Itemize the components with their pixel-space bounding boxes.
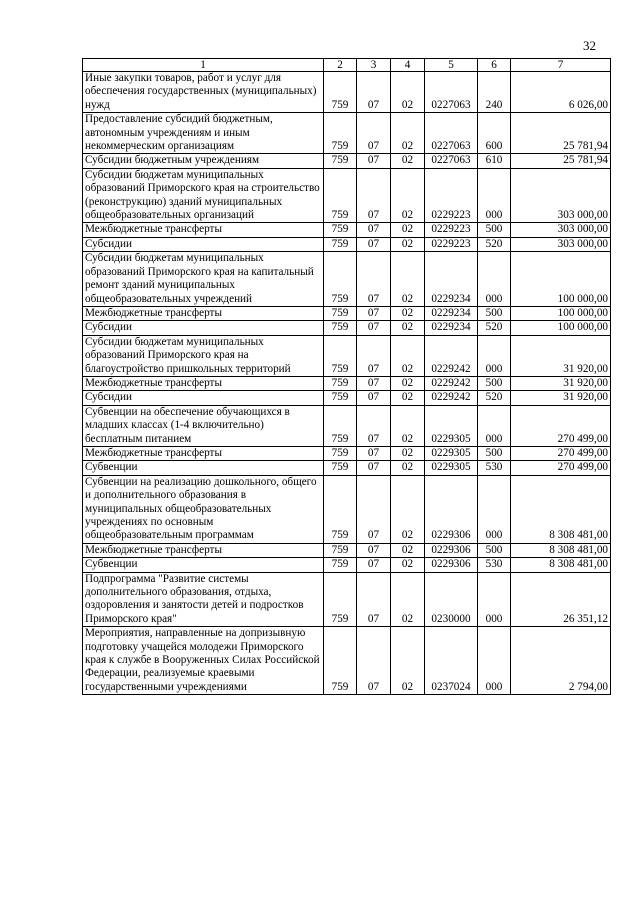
cell-vr: 520 xyxy=(478,391,511,405)
cell-name: Иные закупки товаров, работ и услуг для обеспечения государственных (муниципальных) нужд xyxy=(83,72,324,113)
cell-vr: 000 xyxy=(478,335,511,376)
cell-vr: 500 xyxy=(478,223,511,237)
cell-ved: 759 xyxy=(324,321,357,335)
cell-vr: 500 xyxy=(478,446,511,460)
table-row xyxy=(83,543,611,557)
cell-razdel: 07 xyxy=(357,446,391,460)
cell-sum: 303 000,00 xyxy=(511,223,611,237)
cell-ved: 759 xyxy=(324,376,357,390)
cell-csr: 0230000 xyxy=(425,572,478,627)
cell-ved: 759 xyxy=(324,113,357,154)
cell-csr: 0229234 xyxy=(425,306,478,320)
cell-ved: 759 xyxy=(324,446,357,460)
cell-vr: 500 xyxy=(478,376,511,390)
cell-sum: 8 308 481,00 xyxy=(511,543,611,557)
cell-name: Субсидии бюджетам муниципальных образований Приморского края на благоустройство пришкольных территорий xyxy=(83,335,324,376)
cell-podrazdel: 02 xyxy=(391,335,425,376)
cell-csr: 0229305 xyxy=(425,461,478,475)
header-cell-sum: 7 xyxy=(511,59,611,72)
cell-ved: 759 xyxy=(324,475,357,543)
page-number: 32 xyxy=(583,38,596,53)
cell-ved: 759 xyxy=(324,572,357,627)
cell-vr: 000 xyxy=(478,475,511,543)
cell-csr: 0229305 xyxy=(425,405,478,446)
cell-name: Субвенции xyxy=(83,558,324,572)
header-cell-vr: 6 xyxy=(478,59,511,72)
cell-name: Субсидии бюджетам муниципальных образований Приморского края на капитальный ремонт зданий муниципальных общеобразовательных учреждений xyxy=(83,252,324,307)
cell-csr: 0227063 xyxy=(425,72,478,113)
cell-ved: 759 xyxy=(324,627,357,695)
cell-podrazdel: 02 xyxy=(391,113,425,154)
cell-ved: 759 xyxy=(324,72,357,113)
cell-ved: 759 xyxy=(324,558,357,572)
cell-csr: 0229242 xyxy=(425,391,478,405)
table-row xyxy=(83,335,611,376)
cell-sum: 100 000,00 xyxy=(511,252,611,307)
cell-name: Субсидии xyxy=(83,391,324,405)
table-row xyxy=(83,321,611,335)
table-row xyxy=(83,306,611,320)
table-row xyxy=(83,461,611,475)
cell-name: Субвенции на обеспечение обучающихся в младших классах (1-4 включительно) бесплатным питанием xyxy=(83,405,324,446)
table-row xyxy=(83,405,611,446)
table-row xyxy=(83,558,611,572)
cell-name: Межбюджетные трансферты xyxy=(83,376,324,390)
cell-podrazdel: 02 xyxy=(391,237,425,251)
cell-sum: 100 000,00 xyxy=(511,306,611,320)
cell-ved: 759 xyxy=(324,335,357,376)
cell-csr: 0237024 xyxy=(425,627,478,695)
table-row xyxy=(83,627,611,695)
cell-ved: 759 xyxy=(324,237,357,251)
cell-podrazdel: 02 xyxy=(391,321,425,335)
cell-ved: 759 xyxy=(324,252,357,307)
cell-podrazdel: 02 xyxy=(391,572,425,627)
header-cell-csr: 5 xyxy=(425,59,478,72)
header-cell-podrazdel: 4 xyxy=(391,59,425,72)
cell-sum: 25 781,94 xyxy=(511,154,611,168)
cell-podrazdel: 02 xyxy=(391,252,425,307)
cell-csr: 0227063 xyxy=(425,113,478,154)
cell-sum: 26 351,12 xyxy=(511,572,611,627)
cell-csr: 0229234 xyxy=(425,321,478,335)
cell-podrazdel: 02 xyxy=(391,72,425,113)
cell-name: Межбюджетные трансферты xyxy=(83,306,324,320)
cell-sum: 25 781,94 xyxy=(511,113,611,154)
table-row xyxy=(83,113,611,154)
cell-sum: 6 026,00 xyxy=(511,72,611,113)
cell-name: Субсидии бюджетным учреждениям xyxy=(83,154,324,168)
cell-razdel: 07 xyxy=(357,237,391,251)
cell-sum: 270 499,00 xyxy=(511,405,611,446)
cell-razdel: 07 xyxy=(357,154,391,168)
cell-podrazdel: 02 xyxy=(391,446,425,460)
cell-ved: 759 xyxy=(324,543,357,557)
cell-podrazdel: 02 xyxy=(391,154,425,168)
cell-csr: 0229242 xyxy=(425,376,478,390)
cell-sum: 100 000,00 xyxy=(511,321,611,335)
cell-vr: 610 xyxy=(478,154,511,168)
cell-ved: 759 xyxy=(324,405,357,446)
table-row xyxy=(83,475,611,543)
cell-csr: 0229306 xyxy=(425,475,478,543)
cell-razdel: 07 xyxy=(357,475,391,543)
cell-ved: 759 xyxy=(324,223,357,237)
cell-name: Межбюджетные трансферты xyxy=(83,446,324,460)
cell-vr: 000 xyxy=(478,168,511,223)
cell-csr: 0229305 xyxy=(425,446,478,460)
cell-csr: 0229223 xyxy=(425,237,478,251)
cell-name: Субсидии xyxy=(83,321,324,335)
cell-vr: 520 xyxy=(478,321,511,335)
cell-podrazdel: 02 xyxy=(391,405,425,446)
cell-razdel: 07 xyxy=(357,461,391,475)
cell-vr: 000 xyxy=(478,405,511,446)
cell-razdel: 07 xyxy=(357,572,391,627)
cell-name: Субсидии xyxy=(83,237,324,251)
cell-sum: 8 308 481,00 xyxy=(511,475,611,543)
table-row xyxy=(83,376,611,390)
table-row xyxy=(83,72,611,113)
cell-name: Предоставление субсидий бюджетным, автономным учреждениям и иным некоммерческим организациям xyxy=(83,113,324,154)
cell-ved: 759 xyxy=(324,391,357,405)
cell-podrazdel: 02 xyxy=(391,461,425,475)
cell-sum: 303 000,00 xyxy=(511,237,611,251)
cell-razdel: 07 xyxy=(357,405,391,446)
cell-name: Межбюджетные трансферты xyxy=(83,223,324,237)
table-body xyxy=(83,72,611,695)
table-row xyxy=(83,237,611,251)
cell-sum: 303 000,00 xyxy=(511,168,611,223)
cell-name: Субсидии бюджетам муниципальных образований Приморского края на строительство (реконструкцию) зданий муниципальных общеобразовательных организаций xyxy=(83,168,324,223)
cell-sum: 8 308 481,00 xyxy=(511,558,611,572)
cell-razdel: 07 xyxy=(357,543,391,557)
cell-sum: 31 920,00 xyxy=(511,391,611,405)
cell-ved: 759 xyxy=(324,306,357,320)
table-row xyxy=(83,168,611,223)
cell-vr: 600 xyxy=(478,113,511,154)
cell-razdel: 07 xyxy=(357,391,391,405)
header-cell-name: 1 xyxy=(83,59,324,72)
cell-ved: 759 xyxy=(324,461,357,475)
cell-podrazdel: 02 xyxy=(391,543,425,557)
cell-csr: 0229306 xyxy=(425,543,478,557)
cell-razdel: 07 xyxy=(357,376,391,390)
cell-ved: 759 xyxy=(324,168,357,223)
cell-vr: 520 xyxy=(478,237,511,251)
cell-razdel: 07 xyxy=(357,223,391,237)
cell-vr: 000 xyxy=(478,572,511,627)
table-row xyxy=(83,391,611,405)
table-row xyxy=(83,446,611,460)
cell-ved: 759 xyxy=(324,154,357,168)
cell-razdel: 07 xyxy=(357,168,391,223)
cell-name: Субвенции на реализацию дошкольного, общего и дополнительного образования в муниципальных общеобразовательных учреждениях по основным общеобразовательным программам xyxy=(83,475,324,543)
cell-sum: 2 794,00 xyxy=(511,627,611,695)
budget-table xyxy=(82,58,611,695)
table-row xyxy=(83,154,611,168)
cell-csr: 0229234 xyxy=(425,252,478,307)
cell-razdel: 07 xyxy=(357,335,391,376)
cell-csr: 0229223 xyxy=(425,168,478,223)
table-header-row xyxy=(83,59,611,72)
cell-podrazdel: 02 xyxy=(391,475,425,543)
cell-sum: 31 920,00 xyxy=(511,376,611,390)
cell-razdel: 07 xyxy=(357,113,391,154)
cell-vr: 000 xyxy=(478,627,511,695)
cell-vr: 530 xyxy=(478,461,511,475)
cell-sum: 31 920,00 xyxy=(511,335,611,376)
cell-podrazdel: 02 xyxy=(391,306,425,320)
cell-sum: 270 499,00 xyxy=(511,446,611,460)
header-cell-razdel: 3 xyxy=(357,59,391,72)
cell-name: Мероприятия, направленные на допризывную подготовку учащейся молодежи Приморского края к службе в Вооруженных Силах Российской Федерации, реализуемые краевыми государственными учреждениями xyxy=(83,627,324,695)
cell-csr: 0229242 xyxy=(425,335,478,376)
cell-razdel: 07 xyxy=(357,321,391,335)
cell-podrazdel: 02 xyxy=(391,627,425,695)
header-cell-ved: 2 xyxy=(324,59,357,72)
cell-podrazdel: 02 xyxy=(391,376,425,390)
cell-csr: 0229223 xyxy=(425,223,478,237)
cell-name: Межбюджетные трансферты xyxy=(83,543,324,557)
cell-csr: 0229306 xyxy=(425,558,478,572)
cell-name: Субвенции xyxy=(83,461,324,475)
cell-csr: 0227063 xyxy=(425,154,478,168)
cell-vr: 500 xyxy=(478,543,511,557)
cell-podrazdel: 02 xyxy=(391,168,425,223)
cell-podrazdel: 02 xyxy=(391,223,425,237)
cell-razdel: 07 xyxy=(357,252,391,307)
cell-razdel: 07 xyxy=(357,558,391,572)
cell-vr: 240 xyxy=(478,72,511,113)
table-row xyxy=(83,572,611,627)
cell-name: Подпрограмма "Развитие системы дополнительного образования, отдыха, оздоровления и занятости детей и подростков Приморского края" xyxy=(83,572,324,627)
cell-podrazdel: 02 xyxy=(391,391,425,405)
cell-razdel: 07 xyxy=(357,72,391,113)
cell-razdel: 07 xyxy=(357,306,391,320)
cell-vr: 500 xyxy=(478,306,511,320)
table-row xyxy=(83,223,611,237)
cell-vr: 530 xyxy=(478,558,511,572)
cell-podrazdel: 02 xyxy=(391,558,425,572)
table-row xyxy=(83,252,611,307)
cell-sum: 270 499,00 xyxy=(511,461,611,475)
cell-vr: 000 xyxy=(478,252,511,307)
cell-razdel: 07 xyxy=(357,627,391,695)
